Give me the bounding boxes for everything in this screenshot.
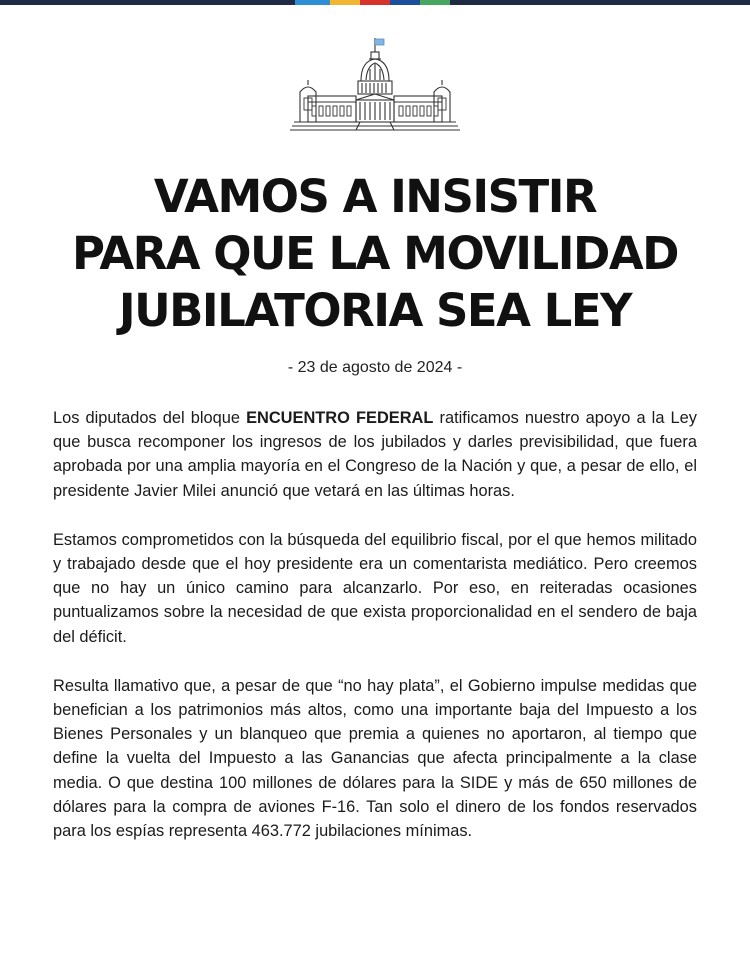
paragraph-2: Estamos comprometidos con la búsqueda del equilibrio fiscal, por el que hemos militado y trabajado desde que el hoy presidente era un comentarista mediático. Pero creemos que no hay un único camino para alcanzarlo. Por eso, en reiteradas ocasiones puntualizamos sobre la necesidad de que exista proporcionalidad en el sendero de baja del déficit. xyxy=(53,530,697,646)
statement-body xyxy=(53,406,697,843)
headline-line-1: VAMOS A INSISTIR xyxy=(153,170,597,223)
top-bar-stripe-yellow xyxy=(330,0,360,5)
publication-date: - 23 de agosto de 2024 - xyxy=(287,359,463,376)
paragraph-3: Resulta llamativo que, a pesar de que “no hay plata”, el Gobierno impulse medidas que benefician a los patrimonios más altos, como una importante baja del Impuesto a los Bienes Personales y un blanqueo que premia a quienes no aportaron, al tiempo que define la vuelta del Impuesto a las Ganancias que afecta principalmente a la clase media. O que destina 100 millones de dólares para la SIDE y más de 650 millones de dólares para la compra de aviones F-16. Tan solo el dinero de los fondos reservados para los espías representa 463.772 jubilaciones mínimas. xyxy=(53,676,697,841)
headline xyxy=(0,168,750,339)
headline-line-3: JUBILATORIA SEA LEY xyxy=(118,284,632,337)
congress-building-icon xyxy=(290,36,460,136)
top-bar-stripe-green xyxy=(420,0,450,5)
top-color-bar xyxy=(0,0,750,5)
bloc-name: ENCUENTRO FEDERAL xyxy=(246,409,434,427)
top-bar-spacer xyxy=(0,0,295,5)
paragraph-1 xyxy=(53,406,697,503)
top-bar-stripe-blue xyxy=(390,0,420,5)
paragraph-1-intro: Los diputados del bloque xyxy=(53,409,247,427)
paragraph-1-rest: ratificamos nuestro apoyo a la Ley que busca recomponer los ingresos de los jubilados y darles previsibilidad, que fuera aprobada por una amplia mayoría en el Congreso de la Nación y que, a pesar de ello, el presidente Javier Milei anunció que vetará en las últimas horas. xyxy=(53,409,697,500)
top-bar-stripe-red xyxy=(360,0,390,5)
logo xyxy=(0,36,750,136)
top-bar-stripe-light-blue xyxy=(295,0,330,5)
headline-line-2: PARA QUE LA MOVILIDAD xyxy=(71,227,679,280)
